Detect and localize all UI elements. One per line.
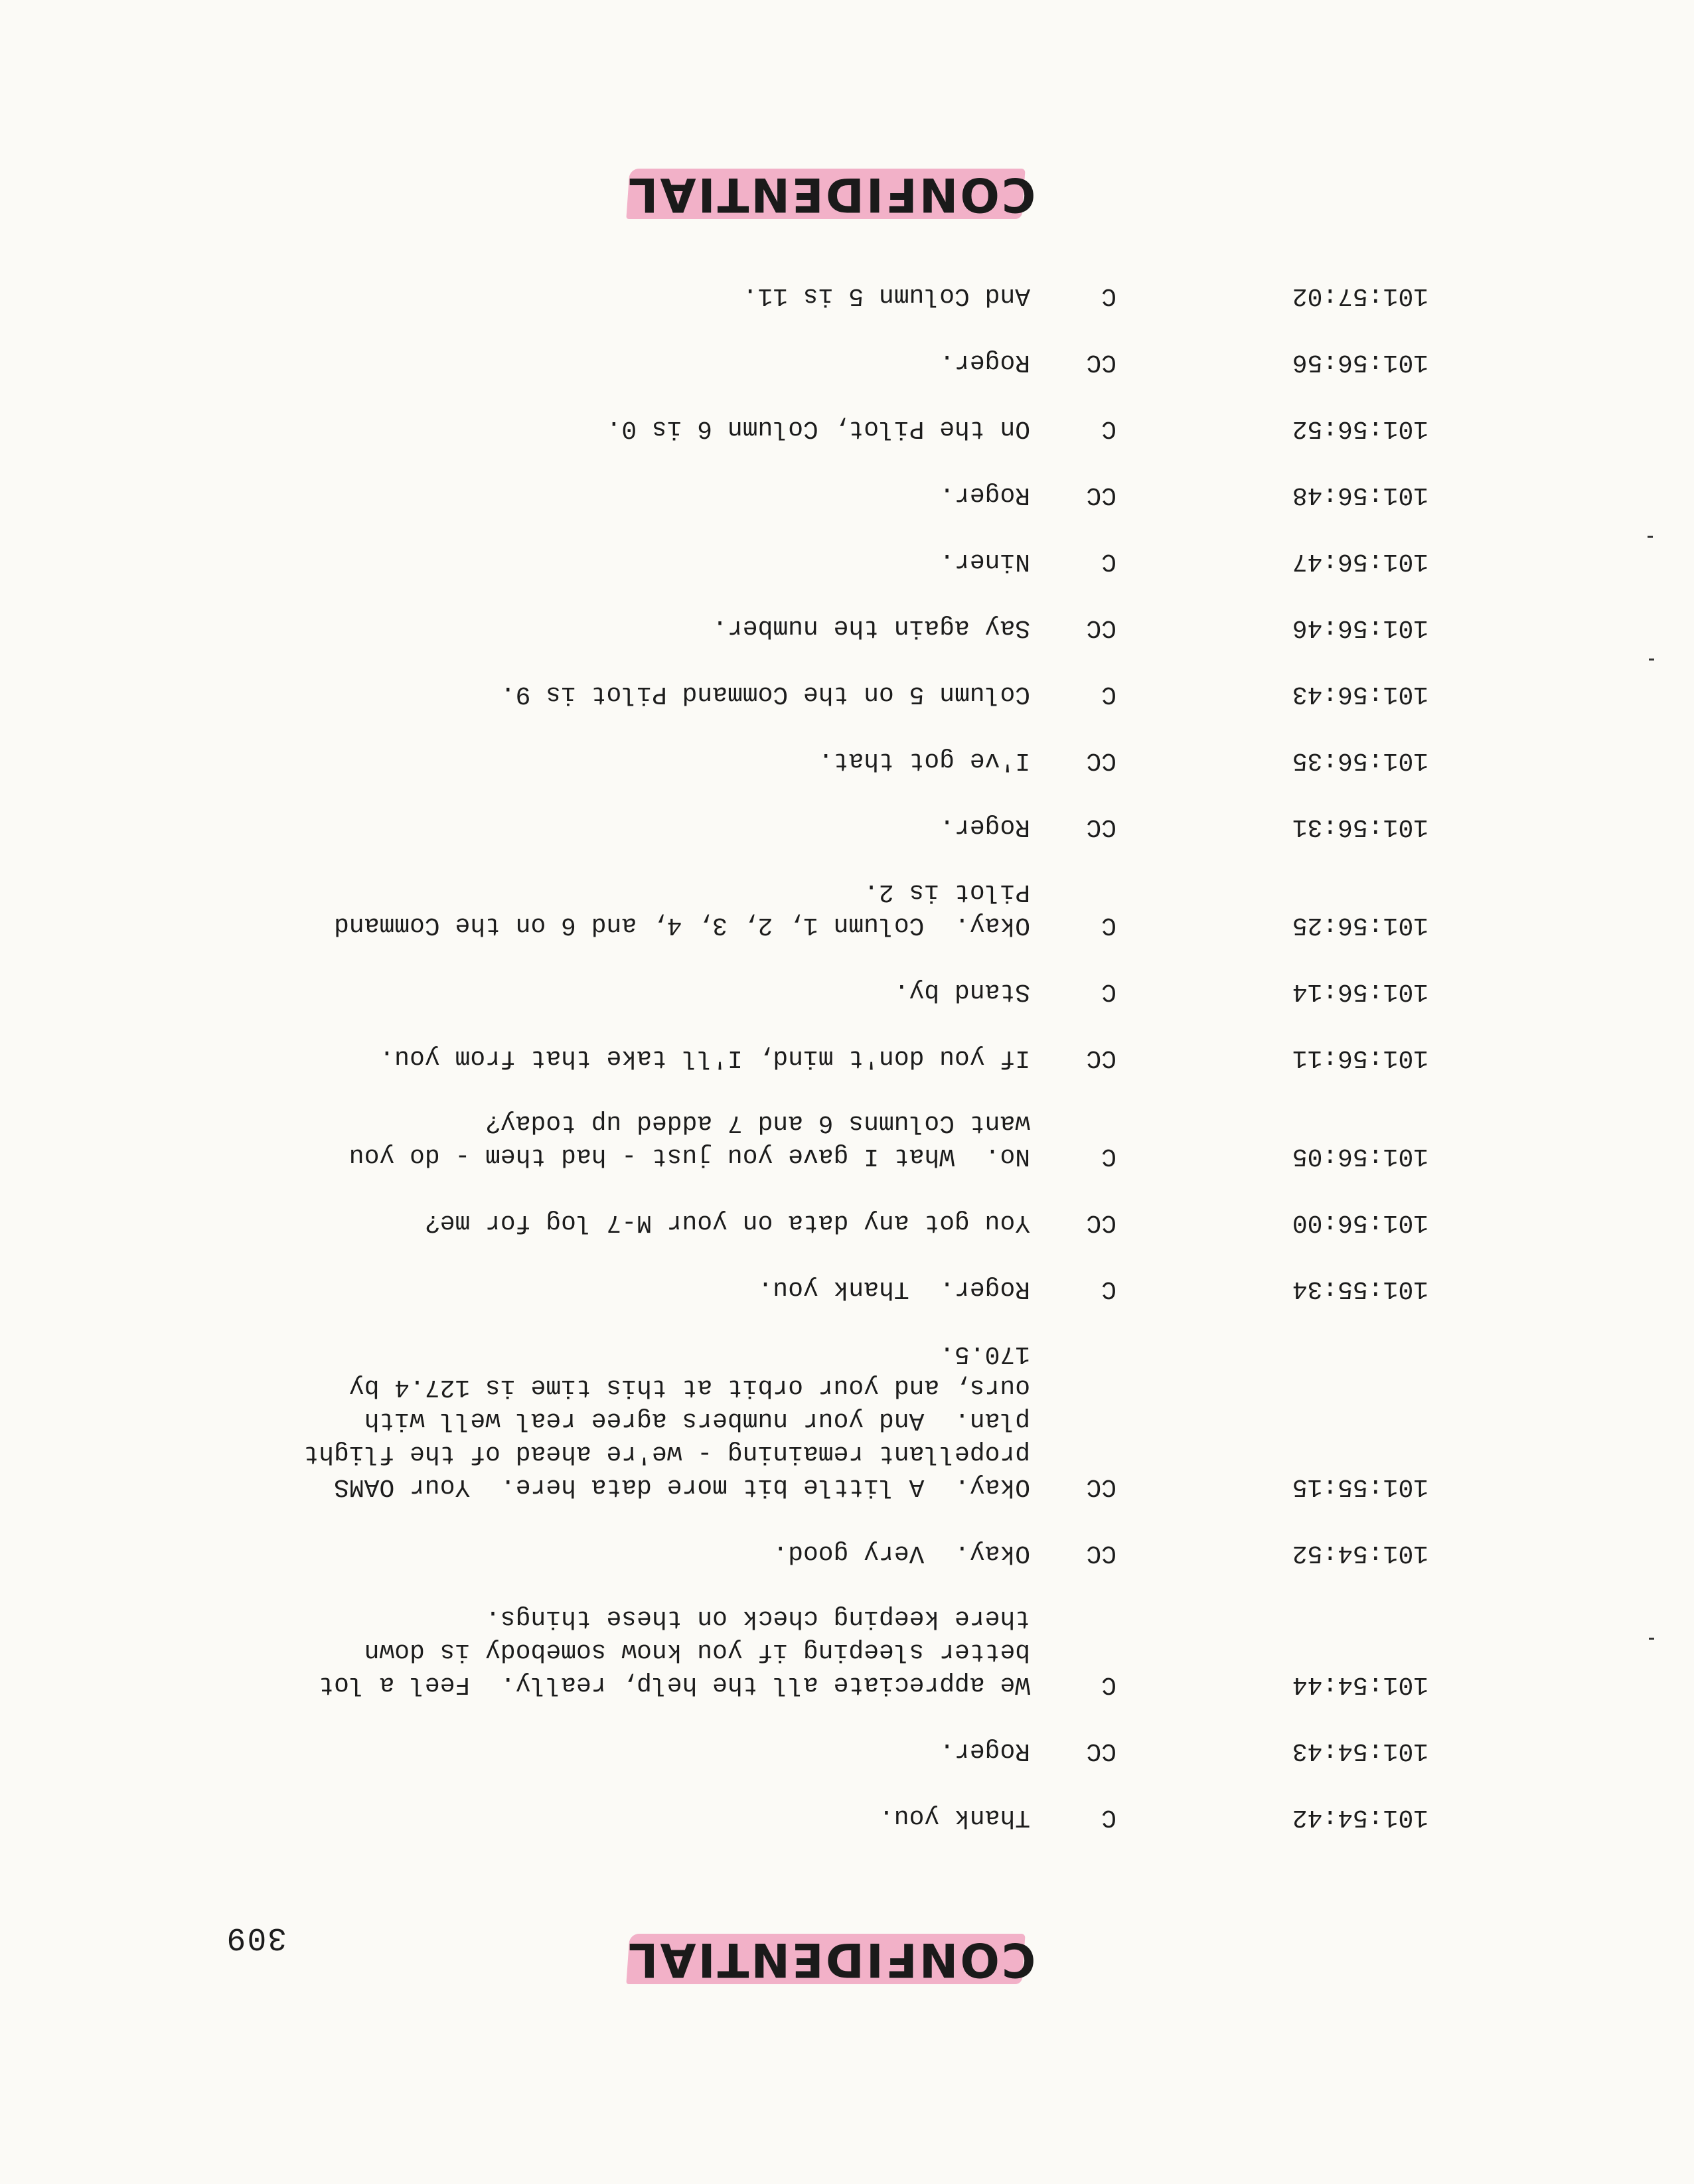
speaker: C [1101,680,1116,708]
timestamp: 101:56:46 [1292,613,1428,642]
speaker: CC [1086,1044,1116,1072]
timestamp: 101:55:34 [1292,1275,1428,1303]
utterance: Okay. Column 1, 2, 3, 4, and 6 on the Command Pilot is 2. [334,878,1030,939]
speaker: C [1101,911,1116,939]
speaker: CC [1086,1737,1116,1765]
timestamp: 101:56:56 [1292,348,1428,376]
utterance: Okay. A little bit more data here. Your OAMS propellant remaining - we're ahead of the flight plan. And your numbers agree real well with ours, and your orbit at this time is 127.4 by 170.5. [303,1340,1030,1501]
utterance: Okay. Very good. [773,1539,1030,1567]
speaker: CC [1086,481,1116,509]
timestamp: 101:54:44 [1292,1670,1428,1699]
timestamp: 101:56:25 [1292,911,1428,939]
speaker: C [1101,281,1116,310]
speaker: CC [1086,813,1116,841]
timestamp: 101:56:35 [1292,746,1428,775]
timestamp: 101:56:00 [1292,1208,1428,1237]
timestamp: 101:56:11 [1292,1044,1428,1072]
timestamp: 101:56:14 [1292,977,1428,1006]
utterance: Roger. [939,1737,1030,1765]
utterance: On the Pilot, Column 6 is 0. [606,414,1030,443]
speaker: C [1101,547,1116,576]
speaker: C [1101,977,1116,1006]
margin-mark [1649,1638,1654,1640]
speaker: C [1101,1142,1116,1170]
classification-label: CONFIDENTIAL [626,167,1036,222]
page-number: 309 [225,1919,287,1955]
speaker: C [1101,1670,1116,1699]
confidential-stamp-top [626,1931,1036,1988]
timestamp: 101:54:42 [1292,1803,1428,1832]
classification-label: CONFIDENTIAL [626,1932,1036,1987]
utterance: Roger. Thank you. [757,1275,1030,1303]
utterance: You got any data on your M-7 log for me? [424,1208,1030,1237]
utterance: Thank you. [878,1803,1030,1832]
timestamp: 101:56:05 [1292,1142,1428,1170]
utterance: Column 5 on the Command Pilot is 9. [500,680,1030,708]
speaker: CC [1086,613,1116,642]
timestamp: 101:54:52 [1292,1539,1428,1567]
timestamp: 101:54:43 [1292,1737,1428,1765]
speaker: C [1101,1275,1116,1303]
timestamp: 101:56:47 [1292,547,1428,576]
timestamp: 101:57:02 [1292,281,1428,310]
speaker: CC [1086,1539,1116,1567]
utterance: Roger. [939,813,1030,841]
speaker: C [1101,1803,1116,1832]
utterance: And Column 5 is 11. [742,281,1030,310]
speaker: CC [1086,746,1116,775]
utterance: We appreciate all the help, really. Feel a lot better sleeping if you know somebody is down there keeping check on these things. [319,1604,1030,1699]
utterance: No. What I gave you just - had them - do you want Columns 6 and 7 added up today? [348,1109,1030,1170]
speaker: CC [1086,1208,1116,1237]
utterance: Say again the number. [712,613,1030,642]
speaker: CC [1086,348,1116,376]
utterance: Roger. [939,348,1030,376]
margin-mark [1649,659,1654,661]
utterance: I've got that. [818,746,1030,775]
utterance: If you don't mind, I'll take that from you. [379,1044,1030,1072]
timestamp: 101:56:43 [1292,680,1428,708]
timestamp: 101:56:52 [1292,414,1428,443]
speaker: C [1101,414,1116,443]
timestamp: 101:56:48 [1292,481,1428,509]
utterance: Stand by. [893,977,1030,1006]
utterance: Niner. [939,547,1030,576]
speaker: CC [1086,1472,1116,1501]
margin-mark [1648,536,1653,538]
utterance: Roger. [939,481,1030,509]
confidential-stamp-bottom [626,166,1036,223]
timestamp: 101:56:31 [1292,813,1428,841]
timestamp: 101:55:15 [1292,1472,1428,1501]
